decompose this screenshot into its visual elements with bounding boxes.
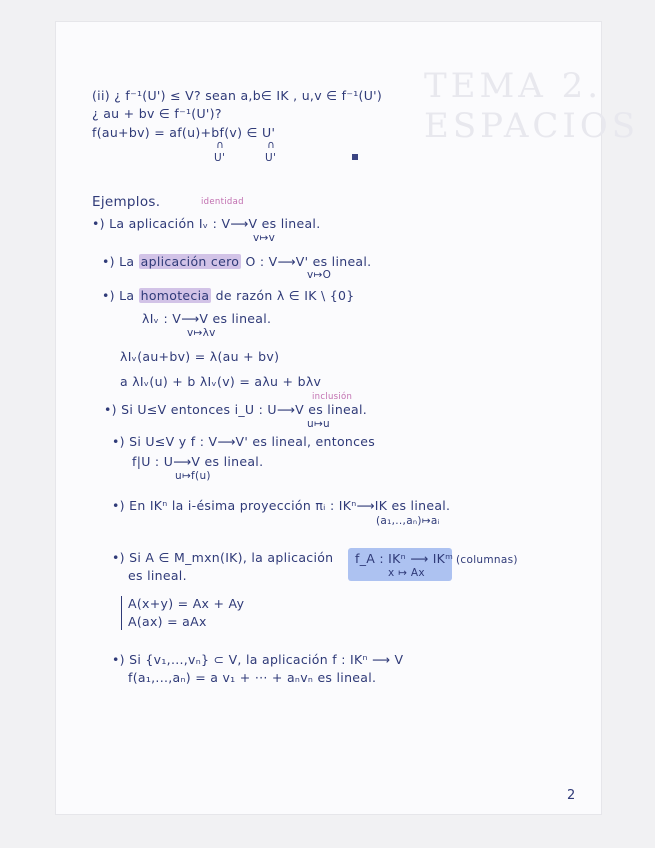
combination-definition: f(a₁,...,aₙ) = a v₁ + ··· + aₙvₙ es lineal.	[128, 670, 377, 685]
proof-line-3: f(au+bv) = af(u)+bf(v) ∈ U'	[92, 125, 276, 140]
example-projection: •) En IKⁿ la i-ésima proyección πᵢ : IKⁿ⟶IK es lineal.	[112, 498, 451, 513]
projection-map: (a₁,..,aₙ)↦aᵢ	[376, 515, 440, 527]
show-through-text: TEMA 2. ESPACIOS	[424, 66, 640, 146]
matrix-equation-2: A(ax) = aAx	[128, 614, 207, 629]
homothety-equation-1: λIᵥ(au+bv) = λ(au + bv)	[120, 349, 280, 364]
homothety-equation-2: a λIᵥ(u) + b λIᵥ(v) = aλu + bλv	[120, 374, 322, 389]
identity-note: identidad	[201, 197, 244, 207]
columns-note: (columnas)	[456, 554, 518, 566]
brace-line	[121, 596, 122, 630]
example-homothety-highlight: homotecia	[140, 288, 210, 303]
proof-line-4b: U'	[265, 152, 277, 164]
subset-mark-2: ∩	[267, 139, 275, 151]
examples-heading: Ejemplos.	[92, 194, 161, 210]
qed-square-icon	[352, 154, 358, 160]
restriction-definition: f|U : U⟶V es lineal.	[132, 454, 264, 469]
example-inclusion-map: u↦u	[307, 418, 331, 430]
example-zero	[102, 254, 371, 269]
matrix-equation-1: A(x+y) = Ax + Ay	[128, 596, 245, 611]
example-zero-map: v↦O	[307, 269, 332, 281]
example-homothety-suffix: de razón λ ∈ IK \ {0}	[215, 288, 355, 303]
example-inclusion: •) Si U≤V entonces i_U : U⟶V es lineal.	[104, 402, 368, 417]
page-number: 2	[567, 788, 576, 803]
proof-line-2: ¿ au + bv ∈ f⁻¹(U')?	[92, 106, 222, 121]
example-restriction: •) Si U≤V y f : V⟶V' es lineal, entonces	[112, 434, 376, 449]
example-combination: •) Si {v₁,...,vₙ} ⊂ V, la aplicación f : IKⁿ ⟶ V	[112, 652, 404, 667]
example-zero-prefix: •) La	[102, 254, 135, 269]
homothety-definition: λIᵥ : V⟶V es lineal.	[142, 311, 272, 326]
matrix-map-definition: f_A : IKⁿ ⟶ IKᵐ	[355, 551, 454, 566]
homothety-map: v↦λv	[187, 327, 216, 339]
example-identity-map: v↦v	[253, 232, 276, 244]
example-identity: •) La aplicación Iᵥ : V⟶V es lineal.	[92, 216, 321, 231]
restriction-map: u↦f(u)	[175, 470, 211, 482]
proof-line-4a: U'	[214, 152, 226, 164]
example-matrix-conclusion: es lineal.	[128, 568, 187, 583]
proof-line-1: (ii) ¿ f⁻¹(U') ≤ V? sean a,b∈ IK , u,v ∈ f⁻¹(U')	[92, 88, 383, 103]
example-homothety-prefix: •) La	[102, 288, 135, 303]
subset-mark-1: ∩	[216, 139, 224, 151]
inclusion-note: inclusión	[312, 392, 353, 402]
matrix-map-rule: x ↦ Ax	[388, 567, 425, 579]
example-homothety	[102, 288, 355, 303]
example-zero-suffix: O : V⟶V' es lineal.	[245, 254, 372, 269]
example-zero-highlight: aplicación cero	[140, 254, 240, 269]
example-matrix: •) Si A ∈ M_mxn(IK), la aplicación	[112, 550, 334, 565]
